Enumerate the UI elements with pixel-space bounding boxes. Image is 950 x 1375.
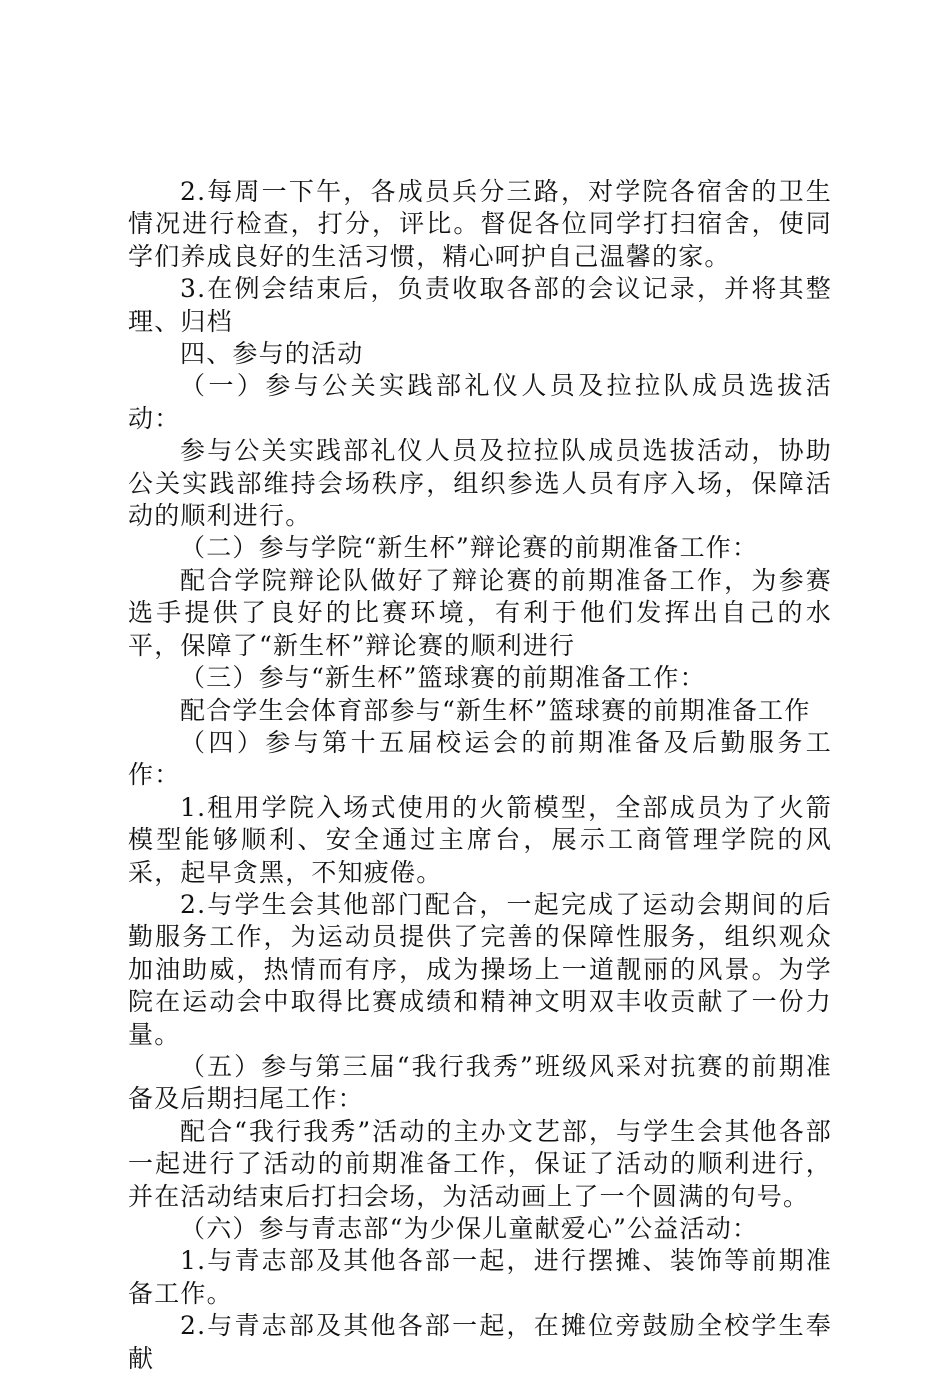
subheading-charity-event: （六）参与青志部“为少保儿童献爱心”公益活动： (180, 1214, 759, 1243)
paragraph-etiquette-selection: 参与公关实践部礼仪人员及拉拉队成员选拔活动，协助公关实践部维持会场秩序，组织参选人员有序入场，保障活动的顺利进行。 (128, 436, 832, 531)
paragraph-charity-donation: 2.与青志部及其他各部一起，在摊位旁鼓励全校学生奉献 (128, 1311, 832, 1373)
subheading-basketball-prep: （三）参与“新生杯”篮球赛的前期准备工作： (180, 663, 706, 693)
subheading-sports-meet: （四）参与第十五届校运会的前期准备及后勤服务工作： (128, 727, 832, 790)
subheading-class-contest: （五）参与第三届“我行我秀”班级风采对抗赛的前期准备及后期扫尾工作： (128, 1051, 832, 1114)
paragraph-meeting-records: 3.在例会结束后，负责收取各部的会议记录，并将其整理、归档 (128, 274, 832, 336)
paragraph-dorm-inspection: 2.每周一下午，各成员兵分三路，对学院各宿舍的卫生情况进行检查，打分，评比。督促各位同学打扫宿舍，使同学们养成良好的生活习惯，精心呵护自己温馨的家。 (128, 177, 832, 271)
paragraph-rocket-model: 1.租用学院入场式使用的火箭模型，全部成员为了火箭模型能够顺利、安全通过主席台，展示工商管理学院的风采，起早贪黑，不知疲倦。 (128, 792, 832, 887)
paragraph-charity-setup: 1.与青志部及其他各部一起，进行摆摊、装饰等前期准备工作。 (128, 1246, 832, 1308)
section-heading-activities: 四、参与的活动 (180, 339, 364, 369)
subheading-debate-prep: （二）参与学院“新生杯”辩论赛的前期准备工作： (180, 533, 759, 563)
paragraph-class-contest: 配合“我行我秀”活动的主办文艺部，与学生会其他各部一起进行了活动的前期准备工作，保证了活动的顺利进行，并在活动结束后打扫会场，为活动画上了一个圆满的句号。 (128, 1116, 832, 1211)
paragraph-debate-prep: 配合学院辩论队做好了辩论赛的前期准备工作，为参赛选手提供了良好的比赛环境，有利于他们发挥出自己的水平，保障了“新生杯”辩论赛的顺利进行 (128, 565, 832, 660)
subheading-etiquette-selection: （一）参与公关实践部礼仪人员及拉拉队成员选拔活动： (128, 371, 832, 433)
paragraph-logistics-service: 2.与学生会其他部门配合，一起完成了运动会期间的后勤服务工作，为运动员提供了完善的保障性服务，组织观众加油助威，热情而有序，成为操场上一道靓丽的风景。为学院在运动会中取得比赛成绩和精神文明双丰收贡献了一份力量。 (128, 889, 832, 1049)
paragraph-basketball-prep: 配合学生会体育部参与“新生杯”篮球赛的前期准备工作 (180, 695, 811, 725)
document-page (128, 176, 832, 1375)
